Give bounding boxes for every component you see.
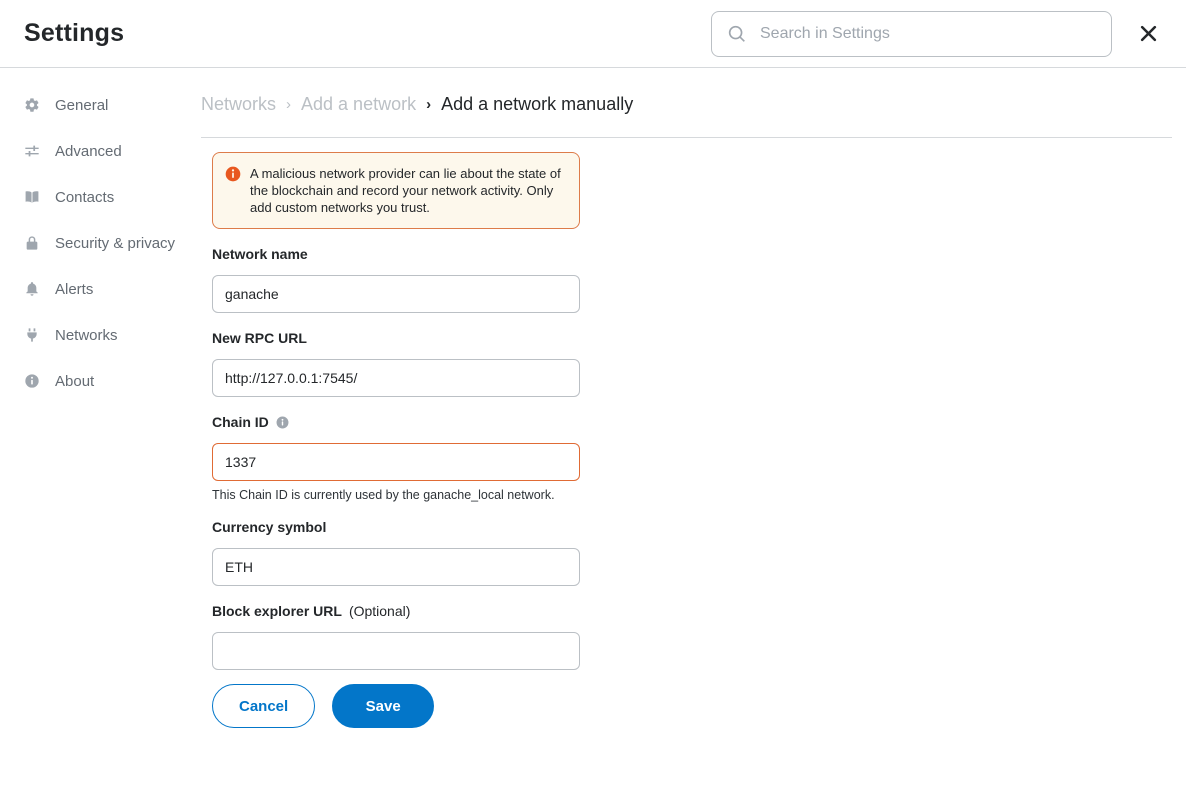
settings-sidebar bbox=[0, 68, 198, 786]
search-icon bbox=[726, 23, 748, 45]
breadcrumb-networks[interactable]: Networks bbox=[201, 94, 277, 114]
page-title: Settings bbox=[24, 19, 125, 47]
close-icon[interactable] bbox=[1134, 20, 1162, 48]
gear-icon bbox=[24, 97, 40, 113]
sidebar-item-security-privacy[interactable] bbox=[0, 220, 198, 266]
block-explorer-input[interactable] bbox=[212, 632, 580, 670]
sidebar-item-label: About bbox=[55, 372, 95, 390]
sidebar-item-alerts[interactable] bbox=[0, 266, 198, 312]
settings-search-box[interactable] bbox=[711, 11, 1112, 57]
warning-info-icon bbox=[225, 165, 241, 216]
sidebar-item-advanced[interactable] bbox=[0, 128, 198, 174]
chain-id-label: Chain ID bbox=[212, 414, 580, 430]
save-button[interactable]: Save bbox=[332, 684, 434, 728]
sidebar-item-label: Contacts bbox=[55, 188, 115, 206]
optional-note: (Optional) bbox=[348, 603, 411, 619]
sliders-icon bbox=[24, 143, 40, 159]
info-icon bbox=[24, 373, 40, 389]
sidebar-item-label: Alerts bbox=[55, 280, 94, 298]
breadcrumb-current-page: Add a network manually bbox=[441, 94, 634, 114]
sidebar-item-label: General bbox=[55, 96, 109, 114]
chain-id-input[interactable] bbox=[212, 443, 580, 481]
rpc-url-input[interactable] bbox=[212, 359, 580, 397]
sidebar-item-about[interactable] bbox=[0, 358, 198, 404]
warning-text: A malicious network provider can lie about the state of the blockchain and record your network activity. Only add custom networks you trust. bbox=[250, 166, 561, 215]
bell-icon bbox=[24, 281, 40, 297]
sidebar-item-label: Networks bbox=[55, 326, 118, 344]
settings-header bbox=[0, 0, 1186, 68]
breadcrumb-add-a-network[interactable]: Add a network bbox=[301, 94, 417, 114]
sidebar-item-label: Advanced bbox=[55, 142, 122, 160]
book-icon bbox=[24, 189, 40, 205]
add-network-form bbox=[212, 152, 580, 728]
block-explorer-label: Block explorer URL (Optional) bbox=[212, 603, 411, 619]
form-actions bbox=[212, 684, 580, 728]
cancel-button[interactable]: Cancel bbox=[212, 684, 315, 728]
sidebar-item-contacts[interactable] bbox=[0, 174, 198, 220]
currency-symbol-label: Currency symbol bbox=[212, 519, 327, 535]
network-name-input[interactable] bbox=[212, 275, 580, 313]
currency-symbol-input[interactable] bbox=[212, 548, 580, 586]
sidebar-item-general[interactable] bbox=[0, 82, 198, 128]
malicious-network-warning bbox=[212, 152, 580, 229]
breadcrumb bbox=[201, 94, 1172, 115]
sidebar-item-label: Security & privacy bbox=[55, 234, 176, 252]
sidebar-item-networks[interactable] bbox=[0, 312, 198, 358]
settings-main bbox=[198, 68, 1186, 786]
chain-id-info-icon[interactable] bbox=[276, 416, 289, 429]
chevron-right-icon: › bbox=[426, 96, 432, 113]
breadcrumb-divider bbox=[201, 137, 1172, 138]
chain-id-helper-text: This Chain ID is currently used by the ganache_local network. bbox=[212, 488, 555, 502]
search-input[interactable] bbox=[760, 25, 1097, 43]
plug-icon bbox=[24, 327, 40, 343]
rpc-url-label: New RPC URL bbox=[212, 330, 307, 346]
lock-icon bbox=[24, 235, 40, 251]
network-name-label: Network name bbox=[212, 246, 308, 262]
chevron-right-icon: › bbox=[286, 96, 292, 113]
